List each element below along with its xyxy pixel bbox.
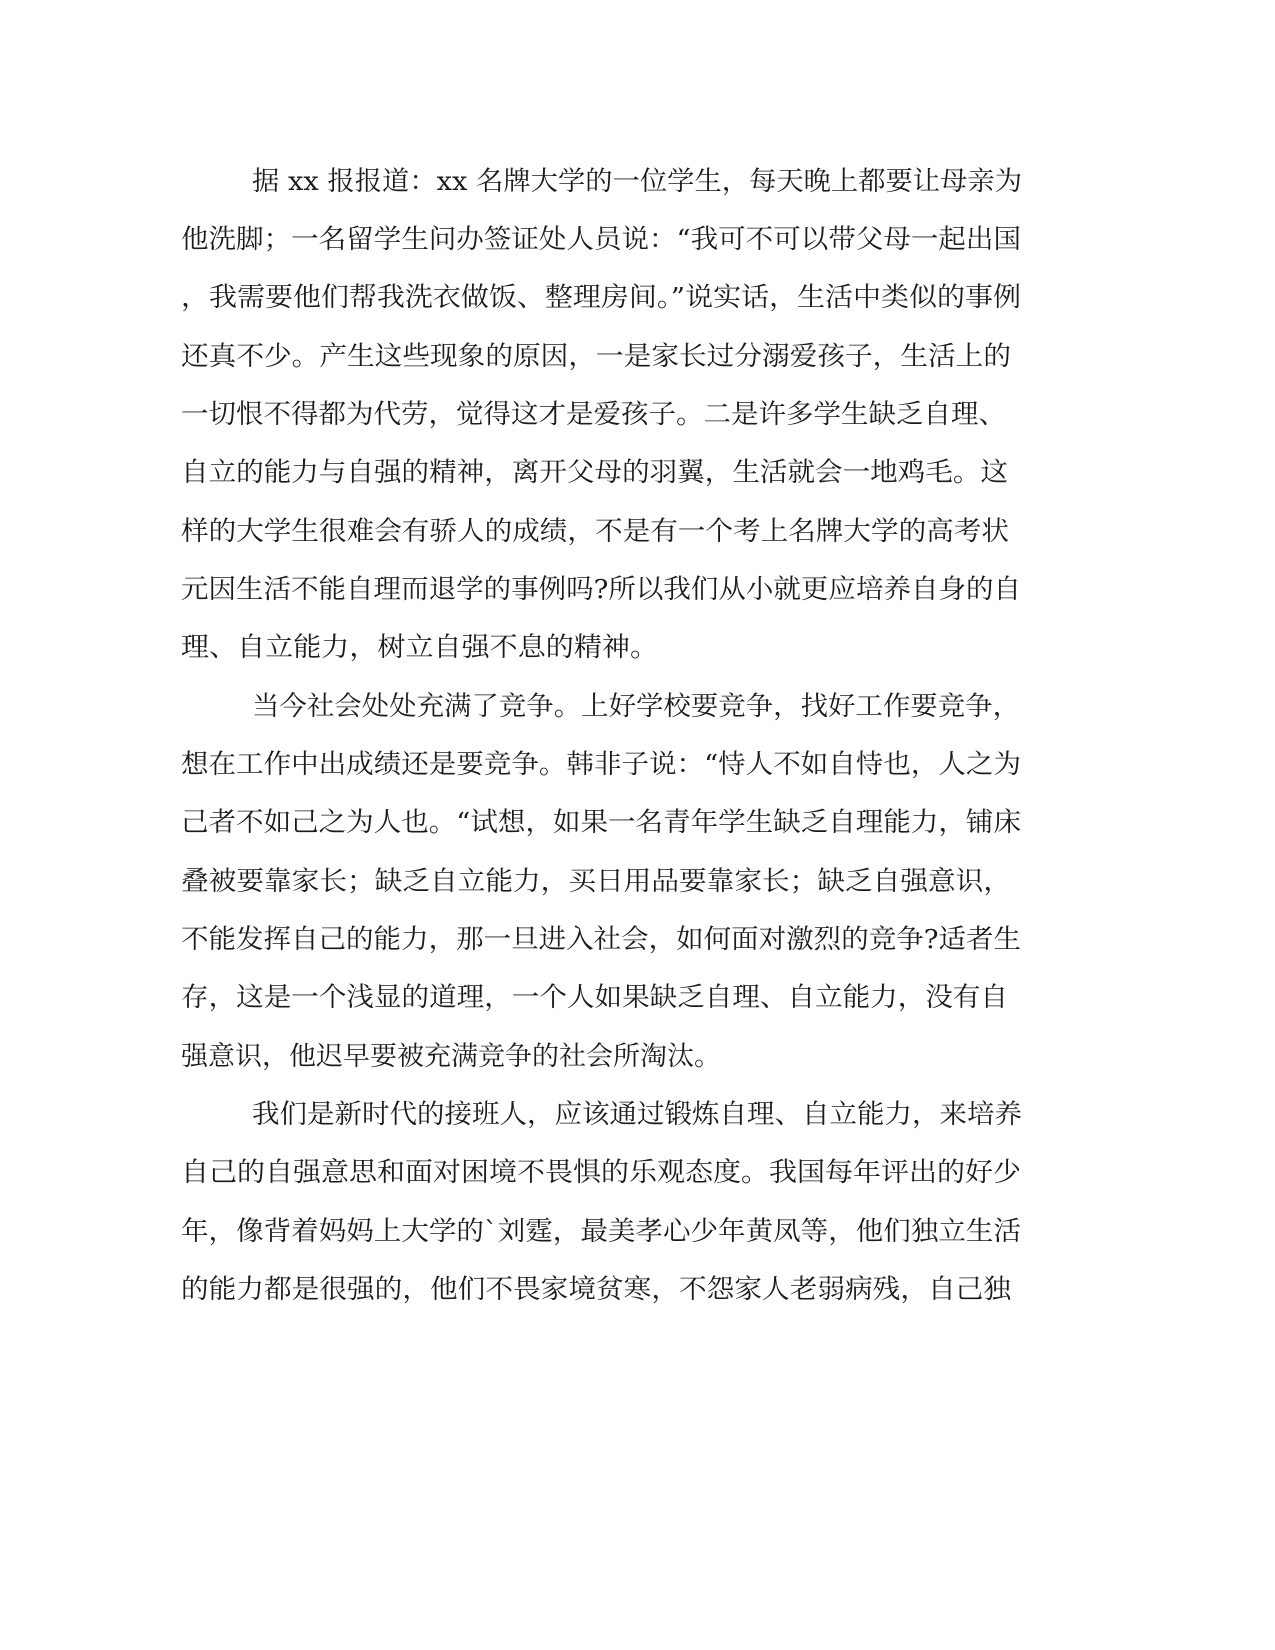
text-line: ，我需要他们帮我洗衣做饭、整理房间。”说实话，生活中类似的事例: [181, 282, 1021, 313]
paragraph-1-line-8: [0, 570, 1275, 610]
paragraph-3-line-1: [0, 1095, 1275, 1135]
text-line: 样的大学生很难会有骄人的成绩，不是有一个考上名牌大学的高考状: [181, 516, 1009, 547]
paragraph-1-line-7: [0, 512, 1275, 552]
paragraph-1-line-9: [0, 628, 1275, 668]
paragraph-1-line-1: [0, 162, 1275, 202]
text-line: 据 xx 报报道：xx 名牌大学的一位学生，每天晚上都要让母亲为: [252, 166, 1022, 197]
paragraph-2-line-6: [0, 978, 1275, 1018]
text-line: 自立的能力与自强的精神，离开父母的羽翼，生活就会一地鸡毛。这: [181, 457, 1009, 488]
paragraph-1-line-6: [0, 453, 1275, 493]
paragraph-1-line-2: [0, 220, 1275, 260]
paragraph-2-line-4: [0, 862, 1275, 902]
text-line: 当今社会处处充满了竞争。上好学校要竞争，找好工作要竞争，: [252, 691, 1020, 722]
text-line: 强意识，他迟早要被充满竞争的社会所淘汰。: [181, 1041, 721, 1072]
text-line: 还真不少。产生这些现象的原因，一是家长过分溺爱孩子，生活上的: [181, 341, 1011, 372]
paragraph-2-line-3: [0, 803, 1275, 843]
text-line: 叠被要靠家长；缺乏自立能力，买日用品要靠家长；缺乏自强意识，: [181, 866, 1011, 897]
text-line: 自己的自强意思和面对困境不畏惧的乐观态度。我国每年评出的好少: [181, 1157, 1021, 1188]
text-line: 的能力都是很强的，他们不畏家境贫寒，不怨家人老弱病残，自己独: [181, 1274, 1011, 1305]
text-line: 不能发挥自己的能力，那一旦进入社会，如何面对激烈的竞争?适者生: [181, 924, 1021, 955]
paragraph-1-line-3: [0, 278, 1275, 318]
text-line: 己者不如己之为人也。“试想，如果一名青年学生缺乏自理能力，铺床: [181, 807, 1021, 838]
paragraph-3-line-4: [0, 1270, 1275, 1310]
text-line: 年，像背着妈妈上大学的`刘霆，最美孝心少年黄凤等，他们独立生活: [181, 1216, 1022, 1247]
paragraph-1-line-4: [0, 337, 1275, 377]
paragraph-1-line-5: [0, 395, 1275, 435]
text-line: 存，这是一个浅显的道理，一个人如果缺乏自理、自立能力，没有自: [181, 982, 1009, 1013]
paragraph-2-line-7: [0, 1037, 1275, 1077]
text-line: 他洗脚；一名留学生问办签证处人员说：“我可不可以带父母一起出国: [181, 224, 1021, 255]
text-line: 一切恨不得都为代劳，觉得这才是爱孩子。二是许多学生缺乏自理、: [181, 399, 1006, 430]
paragraph-2-line-2: [0, 745, 1275, 785]
text-line: 理、自立能力，树立自强不息的精神。: [181, 632, 658, 663]
paragraph-2-line-1: [0, 687, 1275, 727]
text-line: 我们是新时代的接班人，应该通过锻炼自理、自立能力，来培养: [252, 1099, 1022, 1130]
text-line: 元因生活不能自理而退学的事例吗?所以我们从小就更应培养自身的自: [181, 574, 1021, 605]
paragraph-3-line-2: [0, 1153, 1275, 1193]
paragraph-3-line-3: [0, 1212, 1275, 1252]
paragraph-2-line-5: [0, 920, 1275, 960]
text-line: 想在工作中出成绩还是要竞争。韩非子说：“恃人不如自恃也，人之为: [181, 749, 1021, 780]
